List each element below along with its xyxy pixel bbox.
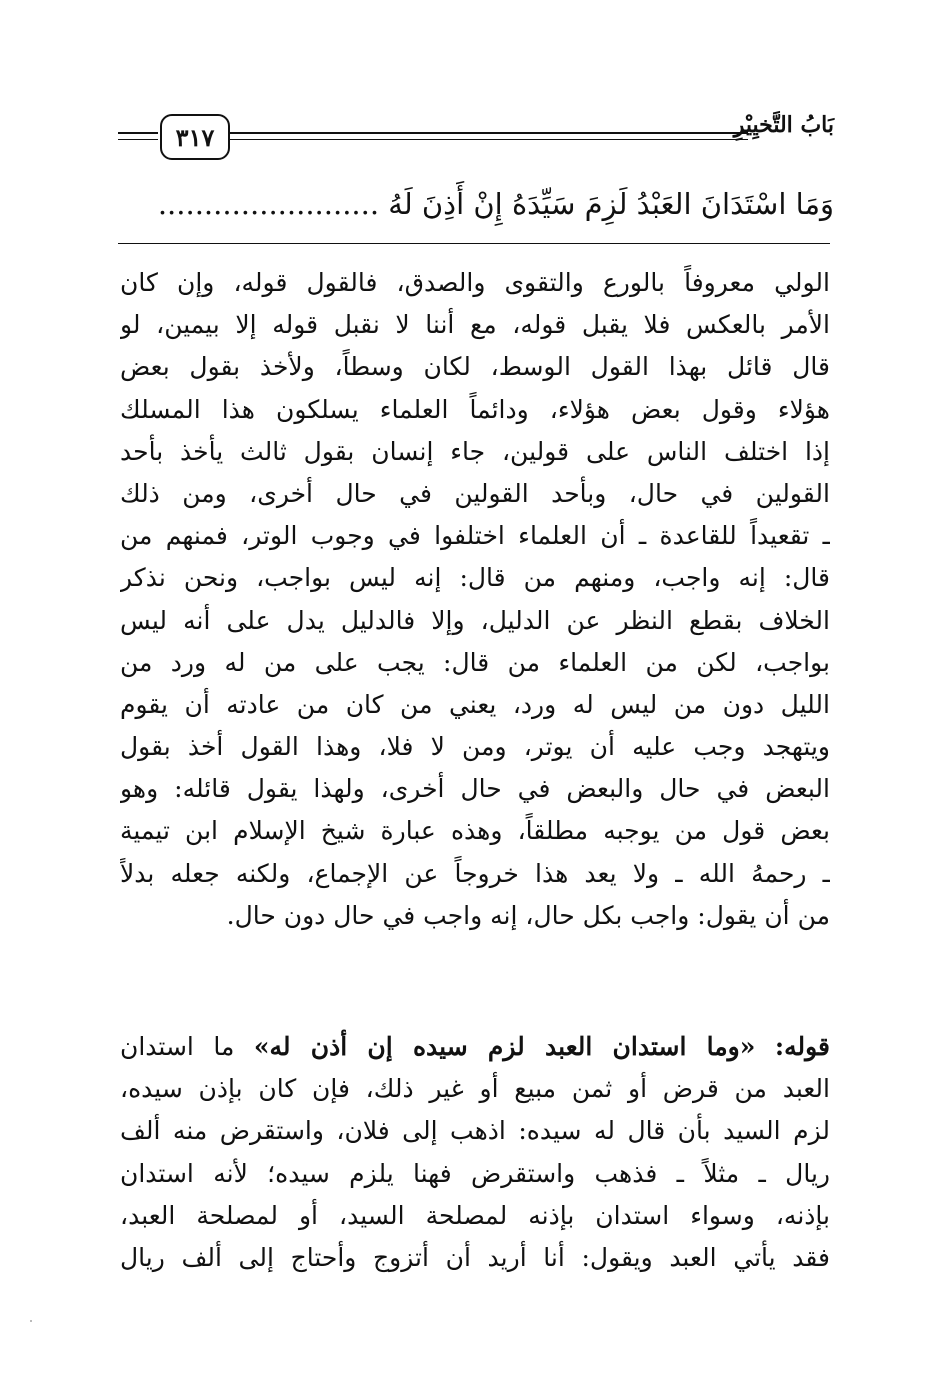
text-line: العبد من قرض أو ثمن مبيع أو غير ذلك، فإن كان بإذن سيده، xyxy=(120,1074,830,1104)
chapter-title: بَابُ التَّخيِيْرِ xyxy=(733,112,834,138)
text-line: الأمر بالعكس فلا يقبل قوله، مع أننا لا نقبل قوله إلا بيمين، لو xyxy=(120,310,830,340)
text-line: بإذنه، وسواء استدان بإذنه لمصلحة السيد، أو لمصلحة العبد، xyxy=(120,1200,830,1230)
header-rule-thick xyxy=(230,132,748,134)
text-line: الخلاف بقطع النظر عن الدليل، وإلا فالدليل يدل على أنه ليس xyxy=(120,605,830,635)
text-line: ـ تقعيداً للقاعدة ـ أن العلماء اختلفوا في وجوب الوتر، فمنهم من xyxy=(120,521,830,551)
text-line: لزم السيد بأن قال له سيده: اذهب إلى فلان، واستقرض منه ألف xyxy=(120,1116,830,1146)
quoted-matn: «وما استدان العبد لزم سيده إن أذن له» xyxy=(253,1032,756,1061)
text-line: هؤلاء وقول بعض هؤلاء، ودائماً العلماء يسلكون هذا المسلك xyxy=(120,394,830,424)
text-line: الولي معروفاً بالورع والتقوى والصدق، فالقول قوله، وإن كان xyxy=(120,268,830,297)
matn-text: وَمَا اسْتَدَانَ العَبْدُ لَزِمَ سَيِّدَهُ إِنْ أَذِنَ لَهُ ........................ xyxy=(157,187,834,221)
text-line: من أن يقول: واجب بكل حال، إنه واجب في حال دون حال. xyxy=(226,900,830,930)
scan-speck xyxy=(30,1320,32,1322)
text-line: البعض في حال والبعض في حال أخرى، ولهذا يقول قائله: وهو xyxy=(120,774,830,804)
text-line: بعض قول من يوجبه مطلقاً، وهذه عبارة شيخ الإسلام ابن تيمية xyxy=(120,816,830,846)
text-line: قال: إنه واجب، ومنهم من قال: إنه ليس بواجب، ونحن نذكر xyxy=(120,563,830,593)
matn-divider xyxy=(118,243,830,244)
text-line: قال قائل بهذا القول الوسط، لكان وسطاً، ولأخذ بقول بعض xyxy=(120,352,830,382)
commentary-paragraph-2 xyxy=(120,1026,830,1279)
qawluhu-label: قوله: xyxy=(774,1032,830,1061)
text-line: بواجب، لكن من العلماء من قال: يجب على من له ورد من xyxy=(120,647,830,677)
header-rule-left-thick xyxy=(118,132,158,134)
header-rule-thin xyxy=(230,139,748,140)
text-line: إذا اختلف الناس على قولين، جاء إنسان بقول ثالث يأخذ بأحد xyxy=(120,436,830,466)
text-line: القولين في حال، وبأحد القولين في حال أخرى، ومن ذلك xyxy=(120,478,830,508)
header-rule-left-thin xyxy=(118,139,158,140)
text-line: ويتهجد وجب عليه أن يوتر، ومن لا فلا، وهذا القول أخذ بقول xyxy=(120,732,830,762)
text-line: الليل دون من ليس له ورد، يعني من كان من عادته أن يقوم xyxy=(120,689,830,719)
text-line: ـ رحمهُ الله ـ ولا يعد هذا خروجاً عن الإجماع، ولكنه جعله بدلاً xyxy=(120,858,830,888)
running-header xyxy=(118,112,834,152)
text-line: ريال ـ مثلاً ـ فذهب واستقرض فهنا يلزم سيده؛ لأنه استدان xyxy=(120,1158,830,1188)
text-line-first xyxy=(120,1026,830,1068)
line-rest: ما استدان xyxy=(120,1032,235,1061)
page-number: ٣١٧ xyxy=(160,114,230,160)
commentary-paragraph-1 xyxy=(120,262,830,937)
text-line: فقد يأتي العبد ويقول: أنا أريد أن أتزوج وأحتاج إلى ألف ريال xyxy=(120,1242,830,1272)
